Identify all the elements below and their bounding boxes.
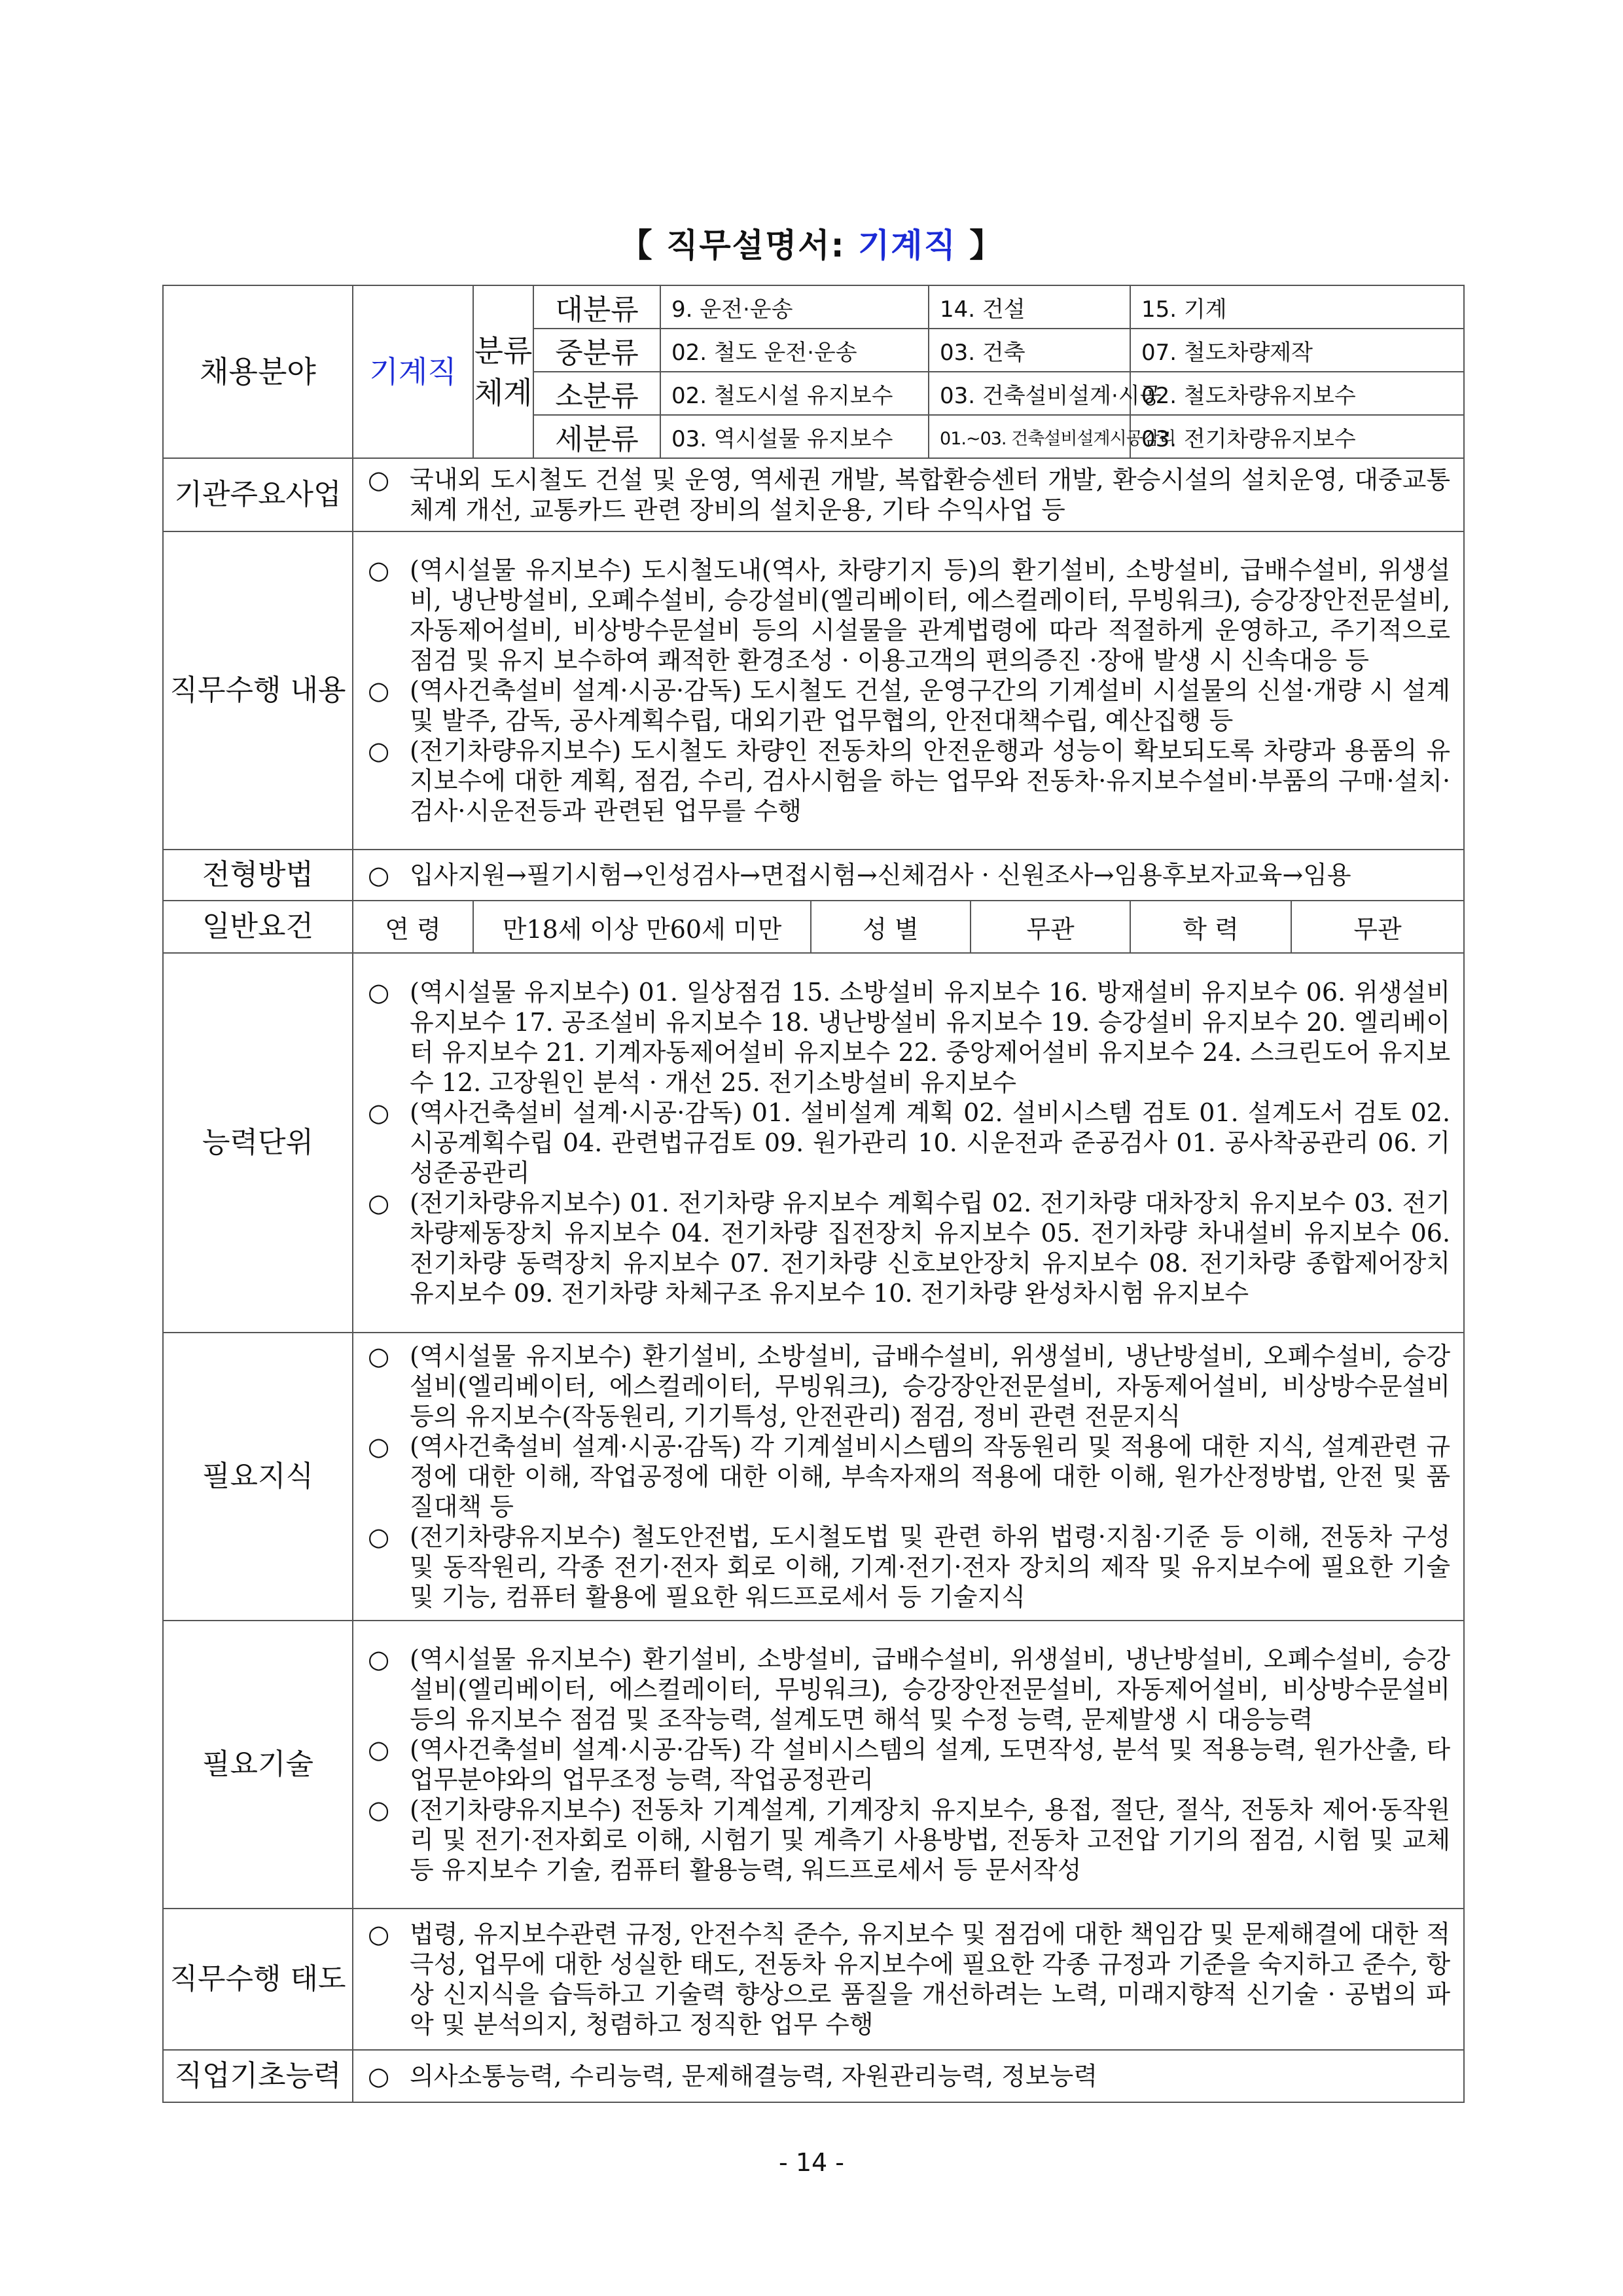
bullet-circle: ○ — [368, 676, 390, 705]
bullet-item: ○ (역시설물 유지보수) 환기설비, 소방설비, 급배수설비, 위생설비, 냉난방설비, 오폐수설비, 승강설비(엘리베이터, 에스컬레이터, 무빙워크), 승강장안전문설비, 자동제어설비, 비상방수문설비 등의 유지보수(작동원리, 기기특성, 안전관리) 점검, 정비 관련 전문지식 — [368, 1342, 1451, 1431]
gender-value: 무관 — [971, 901, 1130, 953]
class-cell: 02. 철도 운전·운송 — [660, 329, 929, 372]
knowledge-row — [163, 1333, 1464, 1621]
level-label: 중분류 — [533, 329, 660, 372]
basic-content — [353, 2050, 1464, 2102]
bullet-circle: ○ — [368, 2062, 390, 2090]
bullet-circle: ○ — [368, 1735, 390, 1764]
duties-row — [163, 531, 1464, 850]
attitude-label: 직무수행 태도 — [163, 1909, 353, 2050]
class-cell: 01.~03. 건축설비설계시공감리 — [929, 415, 1130, 458]
age-label: 연 령 — [353, 901, 473, 953]
level-label: 세분류 — [533, 415, 660, 458]
bullet-item: ○ (전기차량유지보수) 철도안전법, 도시철도법 및 관련 하위 법령·지침·기준 등 이해, 전동차 구성 및 동작원리, 각종 전기·전자 회로 이해, 기계·전기·전자 장치의 제작 및 유지보수에 필요한 기술 및 기능, 컴퓨터 활용에 필요한 워드프로세서 등 기술지식 — [368, 1522, 1451, 1611]
gender-label: 성 별 — [811, 901, 971, 953]
basic-row — [163, 2050, 1464, 2102]
bullet-item: ○ 입사지원→필기시험→인성검사→면접시험→신체검사 · 신원조사→임용후보자교육→임용 — [368, 861, 1351, 889]
class-cell: 03. 전기차량유지보수 — [1130, 415, 1464, 458]
general-row — [163, 901, 1464, 953]
group-label: 분류 체계 — [473, 285, 533, 458]
duties-label: 직무수행 내용 — [163, 531, 353, 850]
age-value: 만18세 이상 만60세 미만 — [473, 901, 811, 953]
field-value: 기계직 — [353, 285, 473, 458]
bullet-item: ○ 국내외 도시철도 건설 및 운영, 역세권 개발, 복합환승센터 개발, 환승시설의 설치운영, 대중교통체계 개선, 교통카드 관련 장비의 설치운용, 기타 수익사업 등 — [368, 465, 1451, 524]
process-label: 전형방법 — [163, 850, 353, 901]
bullet-item: ○ (역사건축설비 설계·시공·감독) 01. 설비설계 계획 02. 설비시스템 검토 01. 설계도서 검토 02. 시공계획수립 04. 관련법규검토 09. 원가관리 10. 시운전과 준공검사 01. 공사착공관리 06. 기성준공관리 — [368, 1098, 1451, 1187]
bullet-circle: ○ — [368, 978, 390, 1007]
bullet-circle: ○ — [368, 1098, 390, 1127]
bullet-circle: ○ — [368, 1432, 390, 1461]
bullet-item: ○ (역사건축설비 설계·시공·감독) 각 설비시스템의 설계, 도면작성, 분석 및 적용능력, 원가산출, 타 업무분야와의 업무조정 능력, 작업공정관리 — [368, 1735, 1451, 1794]
job-description-table — [162, 285, 1465, 2103]
knowledge-content — [353, 1333, 1464, 1621]
class-cell: 07. 철도차량제작 — [1130, 329, 1464, 372]
class-cell: 03. 건축설비설계·시공 — [929, 372, 1130, 415]
bullet-item: ○ (역시설물 유지보수) 도시철도내(역사, 차량기지 등)의 환기설비, 소방설비, 급배수설비, 위생설비, 냉난방설비, 오폐수설비, 승강설비(엘리베이터, 에스컬레이터, 무빙워크), 승강장안전문설비, 자동제어설비, 비상방수문설비 등의 시설물을 관계법령에 따라 적절하게 운영하고, 주기적으로 점검 및 유지 보수하여 쾌적한 환경조성 · 이용고객의 편의증진 ·장애 발생 시 신속대응 등 — [368, 556, 1451, 675]
knowledge-label: 필요지식 — [163, 1333, 353, 1621]
attitude-content — [353, 1909, 1464, 2050]
bullet-item: ○ (역사건축설비 설계·시공·감독) 도시철도 건설, 운영구간의 기계설비 시설물의 신설·개량 시 설계 및 발주, 감독, 공사계획수립, 대외기관 업무협의, 안전대책수립, 예산집행 등 — [368, 676, 1451, 735]
bullet-item: ○ 법령, 유지보수관련 규정, 안전수칙 준수, 유지보수 및 점검에 대한 책임감 및 문제해결에 대한 적극성, 업무에 대한 성실한 태도, 전동차 유지보수에 필요한 각종 규정과 기준을 숙지하고 준수, 항상 신지식을 습득하고 기술력 향상으로 품질을 개선하려는 노력, 미래지향적 신기술 · 공법의 파악 및 분석의지, 청렴하고 정직한 업무 수행 — [368, 1920, 1451, 2039]
bullet-item: ○ (전기차량유지보수) 01. 전기차량 유지보수 계획수립 02. 전기차량 대차장치 유지보수 03. 전기차량제동장치 유지보수 04. 전기차량 집전장치 유지보수 05. 전기차량 차내설비 유지보수 06. 전기차량 동력장치 유지보수 07. 전기차량 신호보안장치 유지보수 08. 전기차량 종합제어장치 유지보수 09. 전기차량 차체구조 유지보수 10. 전기차량 완성차시험 유지보수 — [368, 1189, 1451, 1308]
class-cell: 02. 철도차량유지보수 — [1130, 372, 1464, 415]
bullet-circle: ○ — [368, 1795, 390, 1824]
document-title: 【 직무설명서: 기계직 】 — [619, 226, 1004, 264]
class-cell: 14. 건설 — [929, 285, 1130, 329]
class-cell: 02. 철도시설 유지보수 — [660, 372, 929, 415]
page-number: - 14 - — [779, 2148, 844, 2177]
bullet-circle: ○ — [368, 1342, 390, 1371]
bullet-item: ○ 의사소통능력, 수리능력, 문제해결능력, 자원관리능력, 정보능력 — [368, 2062, 1098, 2090]
process-row — [163, 850, 1464, 901]
competency-content — [353, 953, 1464, 1333]
basic-label: 직업기초능력 — [163, 2050, 353, 2102]
attitude-row — [163, 1909, 1464, 2050]
bullet-item: ○ (역시설물 유지보수) 01. 일상점검 15. 소방설비 유지보수 16. 방재설비 유지보수 06. 위생설비 유지보수 17. 공조설비 유지보수 18. 냉난방설비 유지보수 19. 승강설비 유지보수 20. 엘리베이터 유지보수 21. 기계자동제어설비 유지보수 22. 중앙제어설비 유지보수 24. 스크린도어 유지보수 12. 고장원인 분석 · 개선 25. 전기소방설비 유지보수 — [368, 978, 1451, 1097]
skills-label: 필요기술 — [163, 1621, 353, 1909]
bullet-item: ○ (역사건축설비 설계·시공·감독) 각 기계설비시스템의 작동원리 및 적용에 대한 지식, 설계관련 규정에 대한 이해, 작업공정에 대한 이해, 부속자재의 적용에 대한 이해, 원가산정방법, 안전 및 품질대책 등 — [368, 1432, 1451, 1521]
bullet-circle: ○ — [368, 1522, 390, 1551]
bullet-item: ○ (전기차량유지보수) 전동차 기계설계, 기계장치 유지보수, 용접, 절단, 절삭, 전동차 제어·동작원리 및 전기·전자회로 이해, 시험기 및 계측기 사용방법, 전동차 고전압 기기의 점검, 시험 및 교체 등 유지보수 기술, 컴퓨터 활용능력, 워드프로세서 등 문서작성 — [368, 1795, 1451, 1884]
competency-row — [163, 953, 1464, 1333]
bullet-item: ○ (역시설물 유지보수) 환기설비, 소방설비, 급배수설비, 위생설비, 냉난방설비, 오폐수설비, 승강설비(엘리베이터, 에스컬레이터, 무빙워크), 승강장안전문설비, 자동제어설비, 비상방수문설비 등의 유지보수 점검 및 조작능력, 설계도면 해석 및 수정 능력, 문제발생 시 대응능력 — [368, 1645, 1451, 1734]
class-cell: 03. 역시설물 유지보수 — [660, 415, 929, 458]
bullet-circle: ○ — [368, 465, 390, 494]
duties-content — [353, 531, 1464, 850]
skills-content — [353, 1621, 1464, 1909]
class-cell: 03. 건축 — [929, 329, 1130, 372]
classification-row-1 — [163, 285, 1464, 329]
bullet-circle: ○ — [368, 1189, 390, 1217]
education-label: 학 력 — [1130, 901, 1291, 953]
business-label: 기관주요사업 — [163, 458, 353, 531]
general-label: 일반요건 — [163, 901, 353, 953]
bullet-circle: ○ — [368, 1645, 390, 1674]
business-row — [163, 458, 1464, 531]
bullet-circle: ○ — [368, 736, 390, 765]
level-label: 소분류 — [533, 372, 660, 415]
level-label: 대분류 — [533, 285, 660, 329]
bullet-circle: ○ — [368, 1920, 390, 1948]
process-content — [353, 850, 1464, 901]
bullet-circle: ○ — [368, 861, 390, 889]
education-value: 무관 — [1291, 901, 1464, 953]
title-job-name: 기계직 — [857, 226, 957, 264]
field-label: 채용분야 — [163, 285, 353, 458]
bullet-circle: ○ — [368, 556, 390, 584]
business-content — [353, 458, 1464, 531]
class-cell: 15. 기계 — [1130, 285, 1464, 329]
competency-label: 능력단위 — [163, 953, 353, 1333]
bullet-item: ○ (전기차량유지보수) 도시철도 차량인 전동차의 안전운행과 성능이 확보되도록 차량과 용품의 유지보수에 대한 계획, 점검, 수리, 검사시험을 하는 업무와 전동차·유지보수설비·부품의 구매·설치·검사·시운전등과 관련된 업무를 수행 — [368, 736, 1451, 825]
skills-row — [163, 1621, 1464, 1909]
class-cell: 9. 운전·운송 — [660, 285, 929, 329]
